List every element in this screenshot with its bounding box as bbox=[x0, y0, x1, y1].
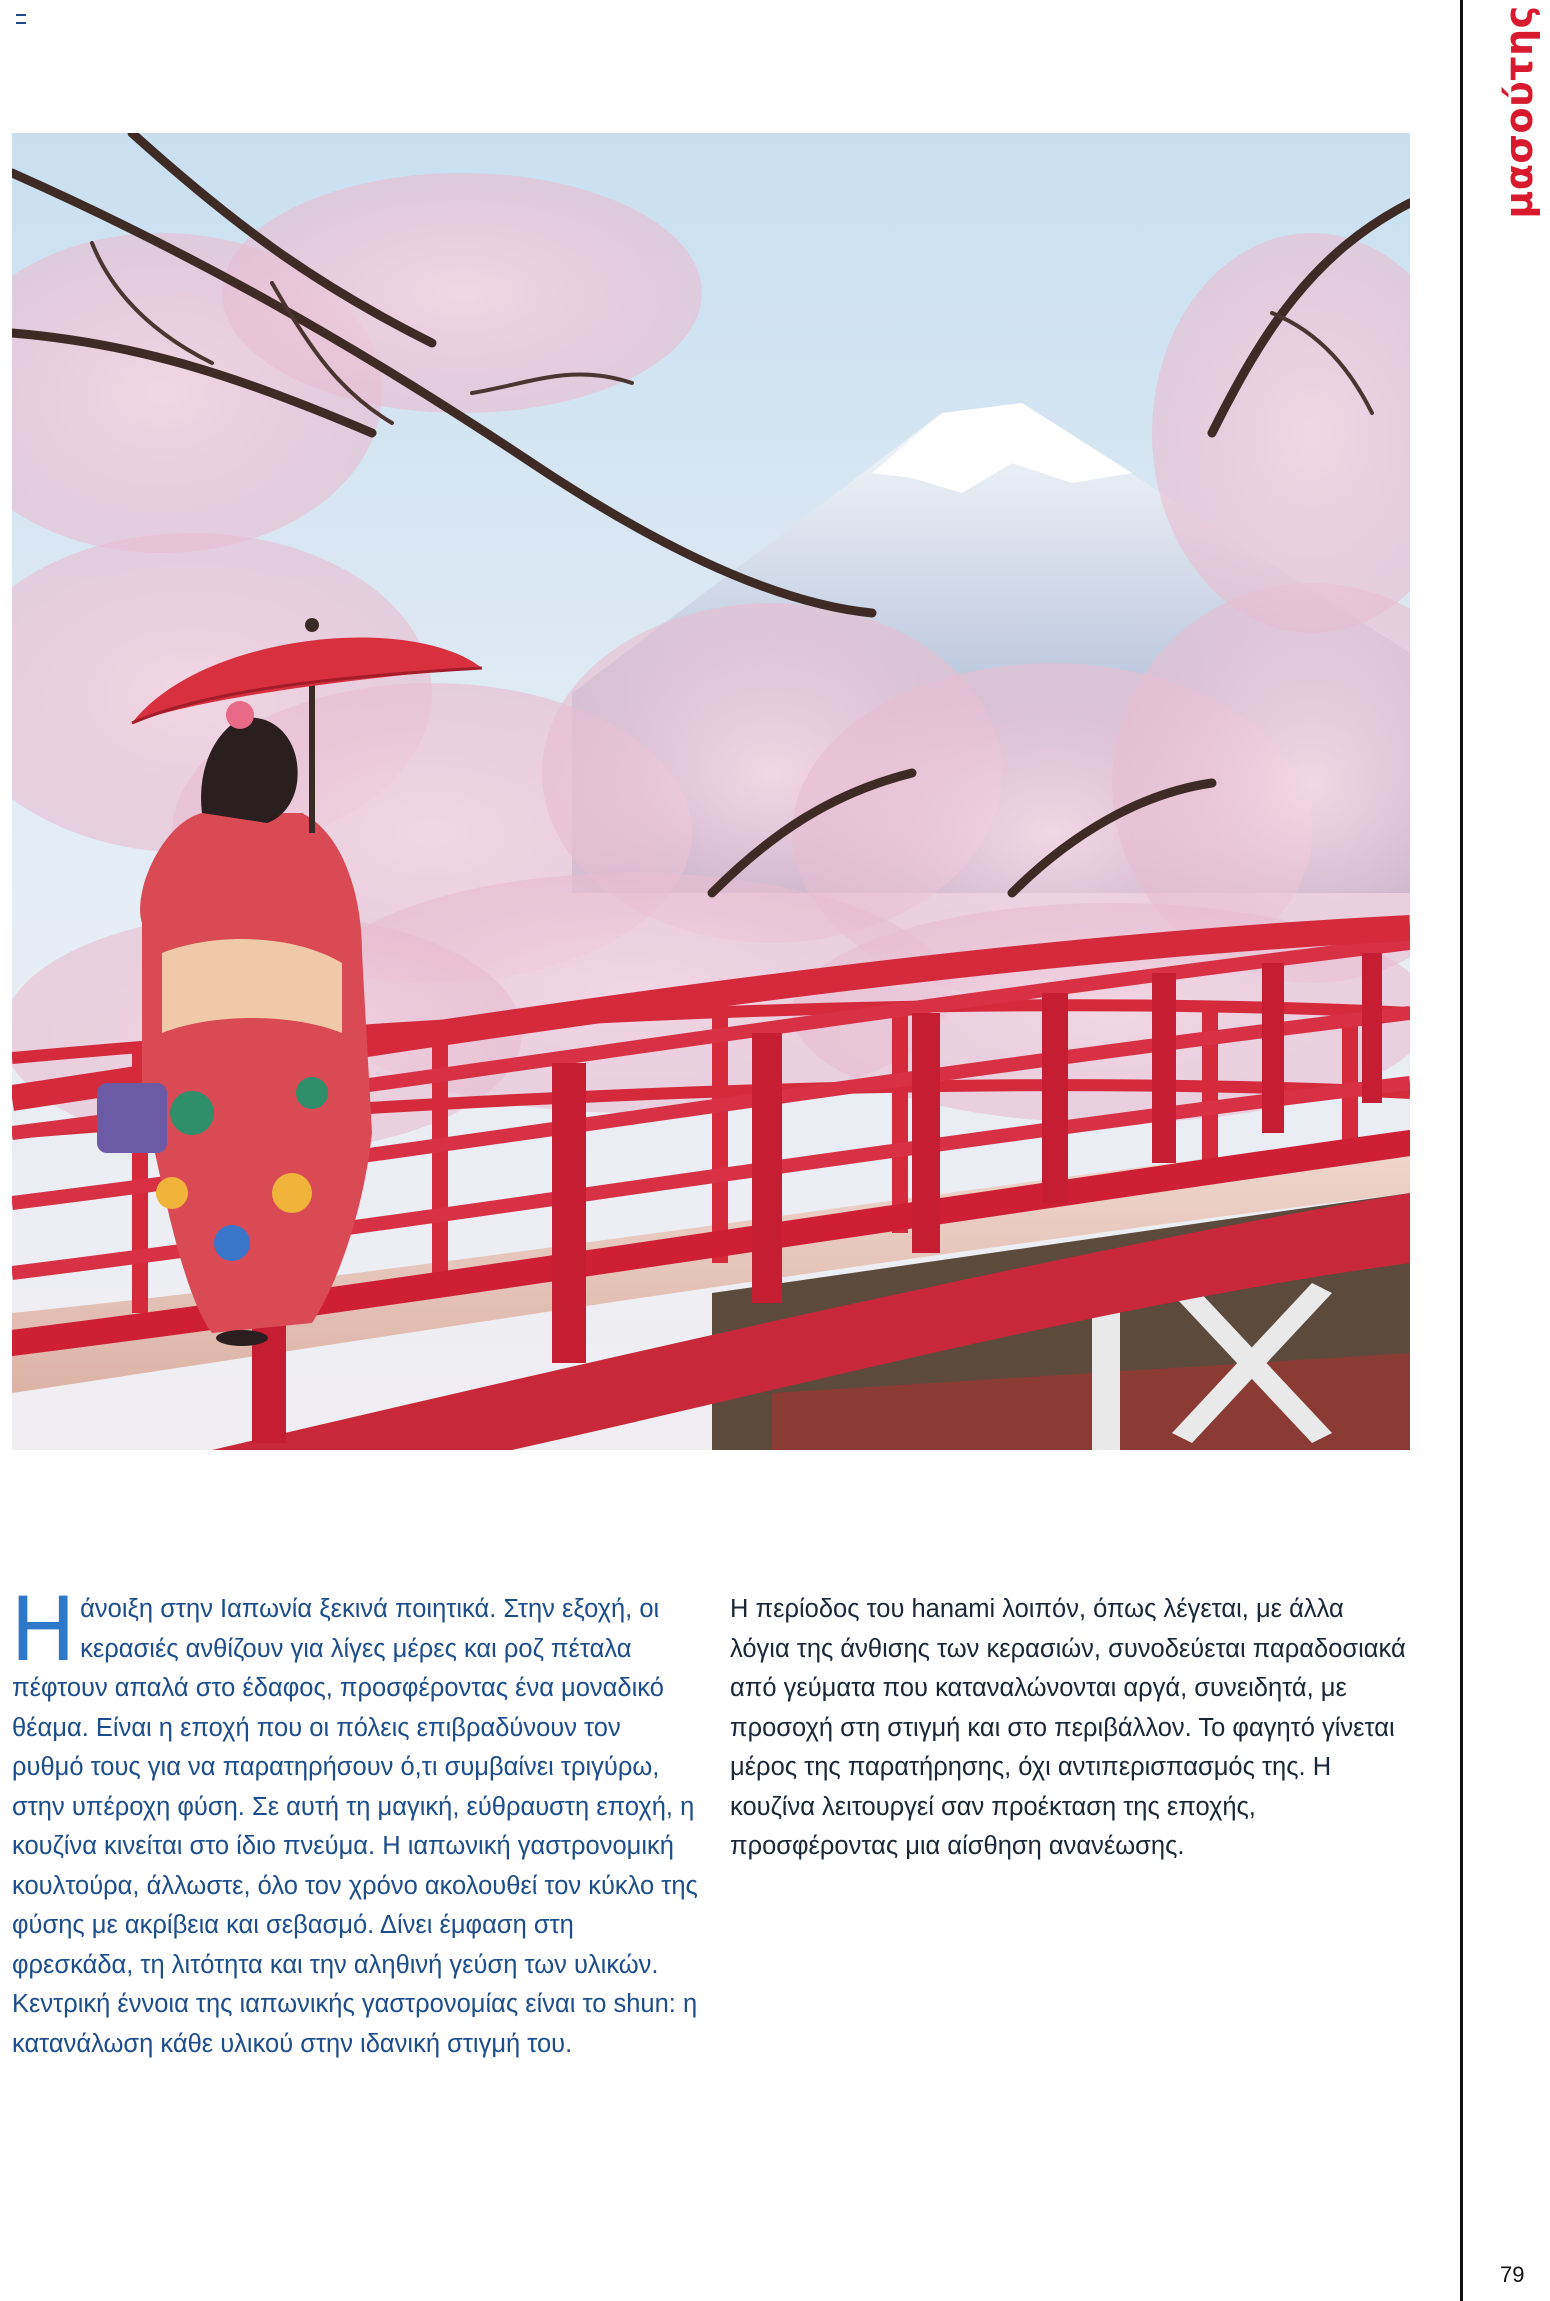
article-left-text: άνοιξη στην Ιαπωνία ξεκινά ποιητικά. Στην εξοχή, οι κερασιές ανθίζουν για λίγες μέρες και ροζ πέταλα πέφτουν απαλά στο έδαφος, προσφέροντας ένα μοναδικό θέαμα. Είναι η εποχή που οι πόλεις επιβραδύνουν τον ρυθμό τους για να παρατηρήσουν ό,τι συμβαίνει τριγύρω, στην υπέροχη φύση. Σε αυτή τη μαγική, εύθραυστη εποχή, η κουζίνα κινείται στο ίδιο πνεύμα. Η ιαπωνική γαστρονομική κουλτούρα, άλλωστε, όλο τον χρόνο ακολουθεί τον κύκλο της φύσης με ακρίβεια και σεβασμό. Δίνει έμφαση στη φρεσκάδα, τη λιτότητα και την αληθινή γεύση των υλικών. Κεντρική έννοια της ιαπωνικής γαστρονομίας είναι το shun: η κατανάλωση κάθε υλικού στην ιδανική στιγμή του. bbox=[12, 1595, 698, 2058]
article-column-left bbox=[10, 1578, 698, 2064]
page-number: 79 bbox=[1500, 2262, 1525, 2287]
page-divider-line bbox=[1460, 0, 1463, 2301]
article-column-right: Η περίοδος του hanami λοιπόν, όπως λέγεται, με άλλα λόγια της άνθισης των κερασιών, συνοδεύεται παραδοσιακά από γεύματα που καταναλώνονται αργά, συνειδητά, με προσοχή στη στιγμή και στο περιβάλλον. Το φαγητό γίνεται μέρος της παρατήρησης, όχι αντιπερισπασμός της. Η κουζίνα λειτουργεί σαν προέκταση της εποχής, προσφέροντας μια αίσθηση ανανέωσης. bbox=[730, 1595, 1406, 1860]
corner-mark bbox=[16, 14, 26, 24]
brand-logo-text: μασούτης bbox=[1497, 5, 1541, 219]
dropcap-letter: Η bbox=[10, 1578, 77, 1681]
cherry-blossom-bridge-photo bbox=[12, 133, 1410, 1450]
brand-logo bbox=[1488, 0, 1550, 240]
